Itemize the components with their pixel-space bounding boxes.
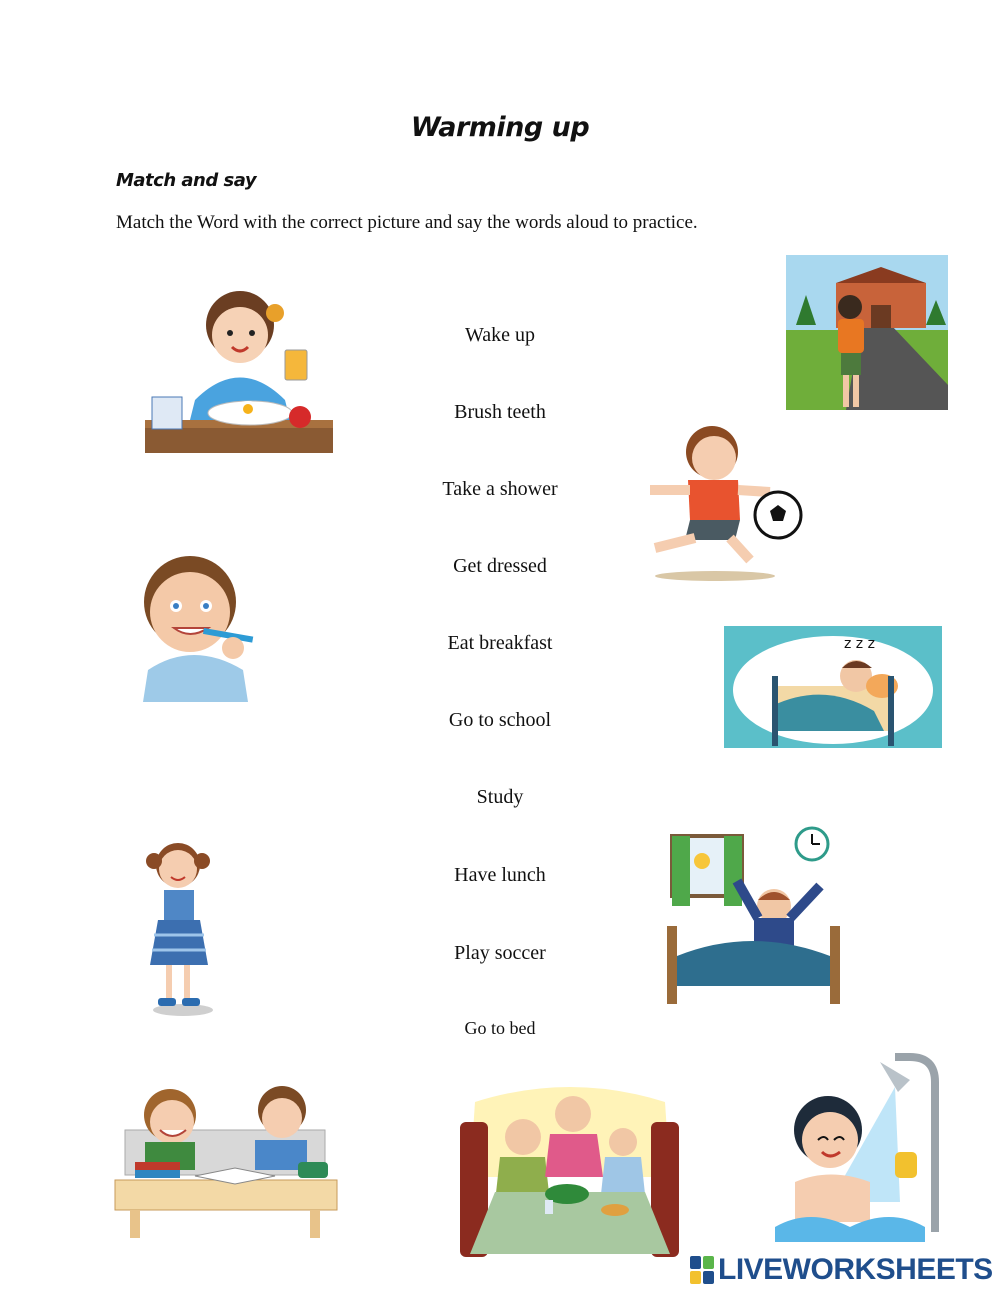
- logo-mark-icon: [690, 1256, 714, 1284]
- word-study[interactable]: Study: [476, 786, 524, 808]
- liveworksheets-logo: [690, 1250, 993, 1290]
- wake-up-picture[interactable]: [662, 826, 844, 1006]
- word-brush-teeth[interactable]: Brush teeth: [454, 401, 546, 423]
- word-go-to-school[interactable]: Go to school: [448, 709, 552, 731]
- eat-breakfast-picture[interactable]: [140, 285, 335, 460]
- word-play-soccer[interactable]: Play soccer: [454, 942, 546, 964]
- word-eat-breakfast[interactable]: Eat breakfast: [447, 632, 553, 654]
- section-subtitle: Match and say: [116, 170, 257, 191]
- word-take-a-shower[interactable]: Take a shower: [442, 478, 558, 500]
- brush-teeth-picture[interactable]: [128, 540, 258, 702]
- play-soccer-picture[interactable]: [640, 420, 805, 585]
- word-have-lunch[interactable]: Have lunch: [454, 864, 546, 886]
- study-picture[interactable]: [110, 1080, 340, 1240]
- get-dressed-picture[interactable]: [128, 835, 238, 1020]
- page-title: Warming up: [410, 112, 590, 143]
- take-shower-picture[interactable]: [770, 1052, 945, 1242]
- word-go-to-bed[interactable]: Go to bed: [464, 1018, 536, 1038]
- word-wake-up[interactable]: Wake up: [464, 324, 536, 346]
- word-get-dressed[interactable]: Get dressed: [453, 555, 547, 577]
- instruction-text: Match the Word with the correct picture and say the words aloud to practice.: [116, 212, 698, 233]
- have-lunch-picture[interactable]: [455, 1082, 685, 1260]
- go-to-school-picture[interactable]: [786, 255, 948, 410]
- logo-text: LIVEWORKSHEETS: [718, 1253, 993, 1286]
- go-to-bed-picture[interactable]: [724, 626, 942, 748]
- svg-text:z z z: z z z: [844, 636, 875, 652]
